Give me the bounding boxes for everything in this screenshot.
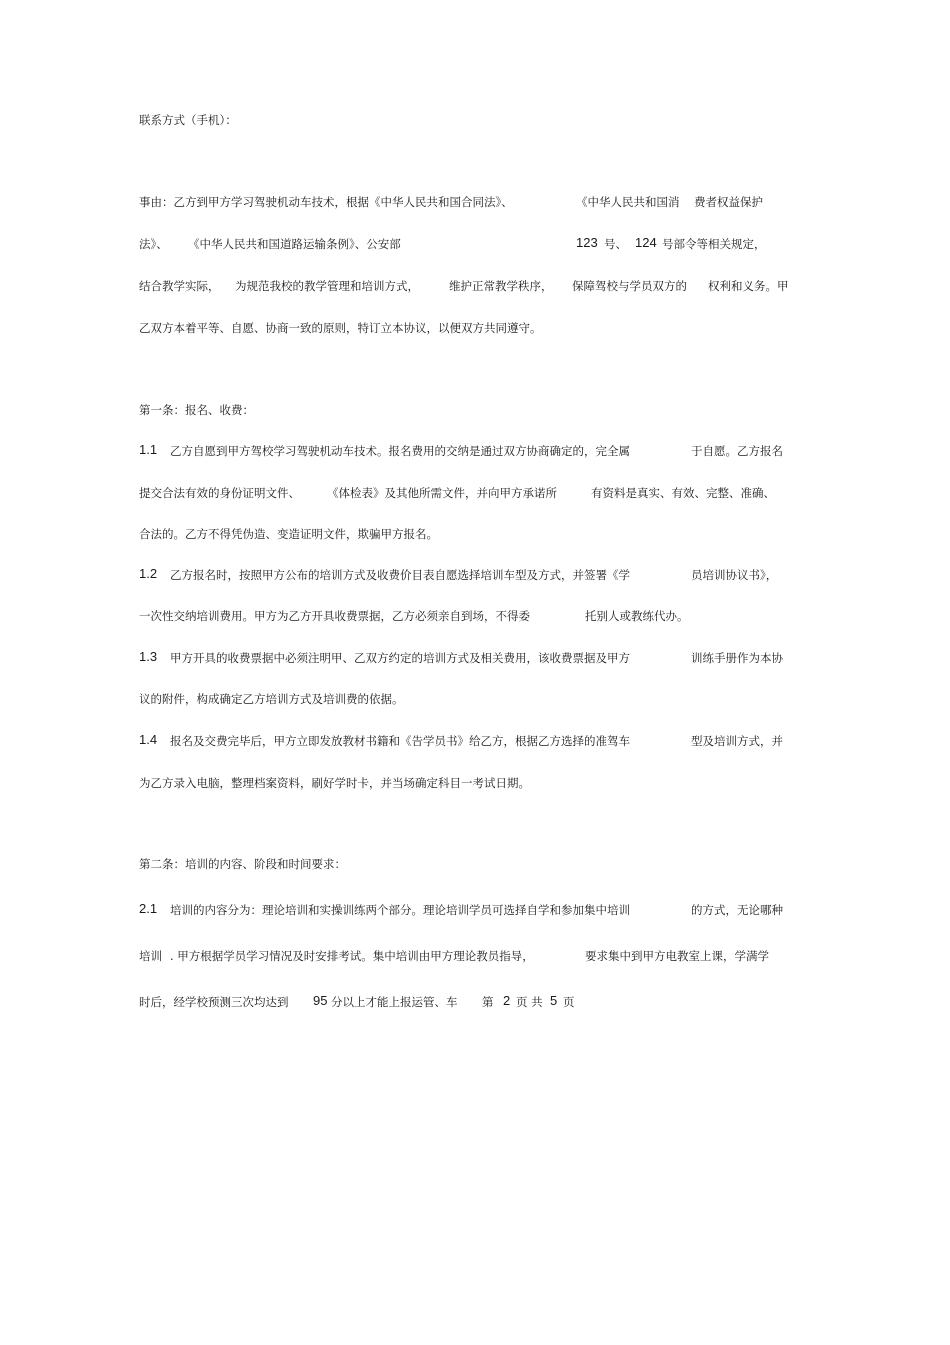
intro-text: 事由：乙方到甲方学习驾驶机动车技术，根据《中华人民共和国合同法》、 <box>139 195 513 209</box>
clause-text: 型及培训方式，并 <box>691 734 783 748</box>
clause-text: 合法的。乙方不得凭伪造、变造证明文件，欺骗甲方报名。 <box>139 527 438 541</box>
clause-text: 一次性交纳培训费用。甲方为乙方开具收费票据，乙方必须亲自到场，不得委 <box>139 609 530 623</box>
intro-text: 乙双方本着平等、自愿、协商一致的原则，特订立本协议，以便双方共同遵守。 <box>139 321 542 335</box>
page-footer: 页 <box>563 995 575 1009</box>
clause-text: 训练手册作为本协 <box>691 651 783 665</box>
clause-text: 为乙方录入电脑，整理档案资料，刷好学时卡，并当场确定科目一考试日期。 <box>139 776 530 790</box>
intro-text: 为规范我校的教学管理和培训方式， <box>235 279 419 293</box>
contact-label: 联系方式（手机）： <box>139 113 237 127</box>
clause-number: 2.1 <box>139 901 158 916</box>
page-number: 2 <box>503 993 511 1008</box>
clause-text: 分以上才能上报运管、车 <box>331 995 458 1009</box>
clause-text: 提交合法有效的身份证明文件、 <box>139 486 300 500</box>
clause-text: 《体检表》及其他所需文件，并向甲方承诺所 <box>327 486 557 500</box>
clause-number: 1.4 <box>139 732 158 747</box>
clause-text: 乙方自愿到甲方驾校学习驾驶机动车技术。报名费用的交纳是通过双方协商确定的，完全属 <box>170 444 630 458</box>
clause-text: 甲方开具的收费票据中必须注明甲、乙双方约定的培训方式及相关费用，该收费票据及甲方 <box>170 651 630 665</box>
clause-text: 要求集中到甲方电教室上课，学满学 <box>585 949 769 963</box>
clause-number: 1.3 <box>139 649 158 664</box>
intro-text: 号部令等相关规定， <box>662 237 766 251</box>
page-footer: 页 共 <box>516 995 543 1009</box>
clause-text: 的方式，无论哪种 <box>691 903 783 917</box>
clause-number: 1.2 <box>139 566 158 581</box>
intro-text: 费者权益保护 <box>694 195 763 209</box>
intro-text: 法》、 <box>139 237 168 251</box>
clause-text: 培训的内容分为：理论培训和实操训练两个部分。理论培训学员可选择自学和参加集中培训 <box>170 903 630 917</box>
clause-text: 托别人或教练代办。 <box>585 609 689 623</box>
intro-text: 《中华人民共和国道路运输条例》、公安部 <box>188 237 401 251</box>
intro-text: 保障驾校与学员双方的 <box>572 279 687 293</box>
clause-text: 培训 <box>139 949 162 963</box>
clause-text: 时后，经学校预测三次均达到 <box>139 995 289 1009</box>
intro-text: 结合教学实际， <box>139 279 220 293</box>
clause-text: . 甲方根据学员学习情况及时安排考试。集中培训由甲方理论教员指导， <box>170 949 534 963</box>
intro-text: 号、 <box>604 237 627 251</box>
clause-text: 议的附件，构成确定乙方培训方式及培训费的依据。 <box>139 692 404 706</box>
clause-number: 95 <box>313 993 328 1008</box>
page-total: 5 <box>550 993 558 1008</box>
intro-number: 124 <box>635 235 657 250</box>
intro-text: 权利和义务。甲 <box>708 279 789 293</box>
section-heading: 第一条：报名、收费： <box>139 403 254 417</box>
clause-text: 于自愿。乙方报名 <box>691 444 783 458</box>
clause-text: 报名及交费完毕后，甲方立即发放教材书籍和《告学员书》给乙方，根据乙方选择的准驾车 <box>170 734 630 748</box>
clause-number: 1.1 <box>139 442 158 457</box>
intro-number: 123 <box>576 235 598 250</box>
clause-text: 有资料是真实、有效、完整、准确、 <box>591 486 775 500</box>
intro-text: 《中华人民共和国消 <box>576 195 680 209</box>
clause-text: 乙方报名时，按照甲方公布的培训方式及收费价目表自愿选择培训车型及方式，并签署《学 <box>170 568 630 582</box>
page-footer: 第 <box>482 995 494 1009</box>
intro-text: 维护正常教学秩序， <box>449 279 553 293</box>
clause-text: 员培训协议书》， <box>691 568 778 582</box>
section-heading: 第二条：培训的内容、阶段和时间要求： <box>139 857 346 871</box>
